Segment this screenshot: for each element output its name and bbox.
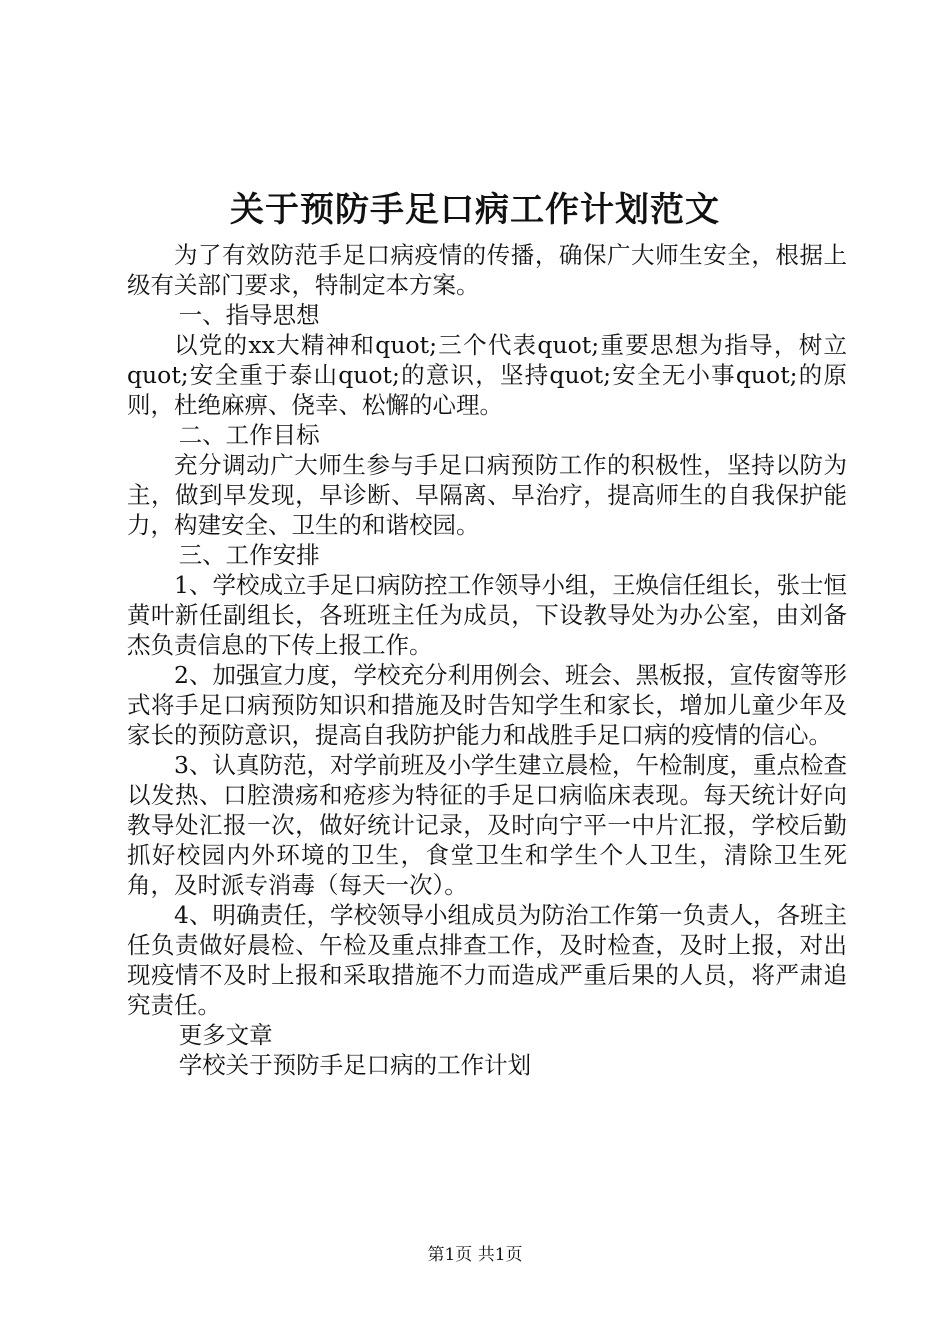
paragraph-arrangement-1: 1、学校成立手足口病防控工作领导小组，王焕信任组长，张士恒黄叶新任副组长，各班班主任为成员，下设教导处为办公室，由刘备杰负责信息的下传上报工作。 <box>127 571 847 659</box>
paragraph-arrangement-2: 2、加强宣力度，学校充分利用例会、班会、黑板报，宣传窗等形式将手足口病预防知识和措施及时告知学生和家长，增加儿童少年及家长的预防意识，提高自我防护能力和战胜手足口病的疫情的信心。 <box>127 661 847 749</box>
document-body <box>127 210 847 1080</box>
paragraph-arrangement-4: 4、明确责任，学校领导小组成员为防治工作第一负责人，各班主任负责做好晨检、午检及重点排查工作，及时检查，及时上报，对出现疫情不及时上报和采取措施不力而造成严重后果的人员，将严肃追究责任。 <box>127 901 847 1019</box>
intro-paragraph: 为了有效防范手足口病疫情的传播，确保广大师生安全，根据上级有关部门要求，特制定本方案。 <box>127 241 847 299</box>
page-footer: 第1页 共1页 <box>427 1245 523 1265</box>
document-title: 关于预防手足口病工作计划范文 <box>230 190 720 230</box>
section-heading-guiding: 一、指导思想 <box>178 301 320 329</box>
section-heading-arrangement: 三、工作安排 <box>178 541 320 569</box>
title-spacer <box>127 210 847 240</box>
paragraph-guiding: 以党的xx大精神和quot;三个代表quot;重要思想为指导，树立quot;安全重于泰山quot;的意识，坚持quot;安全无小事quot;的原则，杜绝麻痹、侥幸、松懈的心理。 <box>127 331 847 419</box>
paragraph-arrangement-3: 3、认真防范，对学前班及小学生建立晨检，午检制度，重点检查以发热、口腔溃疡和疮疹为特征的手足口病临床表现。每天统计好向教导处汇报一次，做好统计记录，及时向宁平一中片汇报，学校后勤抓好校园内外环境的卫生，食堂卫生和学生个人卫生，清除卫生死角，及时派专消毒（每天一次）。 <box>127 751 847 899</box>
more-article-link[interactable]: 学校关于预防手足口病的工作计划 <box>178 1051 532 1079</box>
section-heading-goals: 二、工作目标 <box>178 421 320 449</box>
more-articles-label: 更多文章 <box>178 1021 273 1049</box>
paragraph-goals: 充分调动广大师生参与手足口病预防工作的积极性，坚持以防为主，做到早发现，早诊断、早隔离、早治疗，提高师生的自我保护能力，构建安全、卫生的和谐校园。 <box>127 451 847 539</box>
